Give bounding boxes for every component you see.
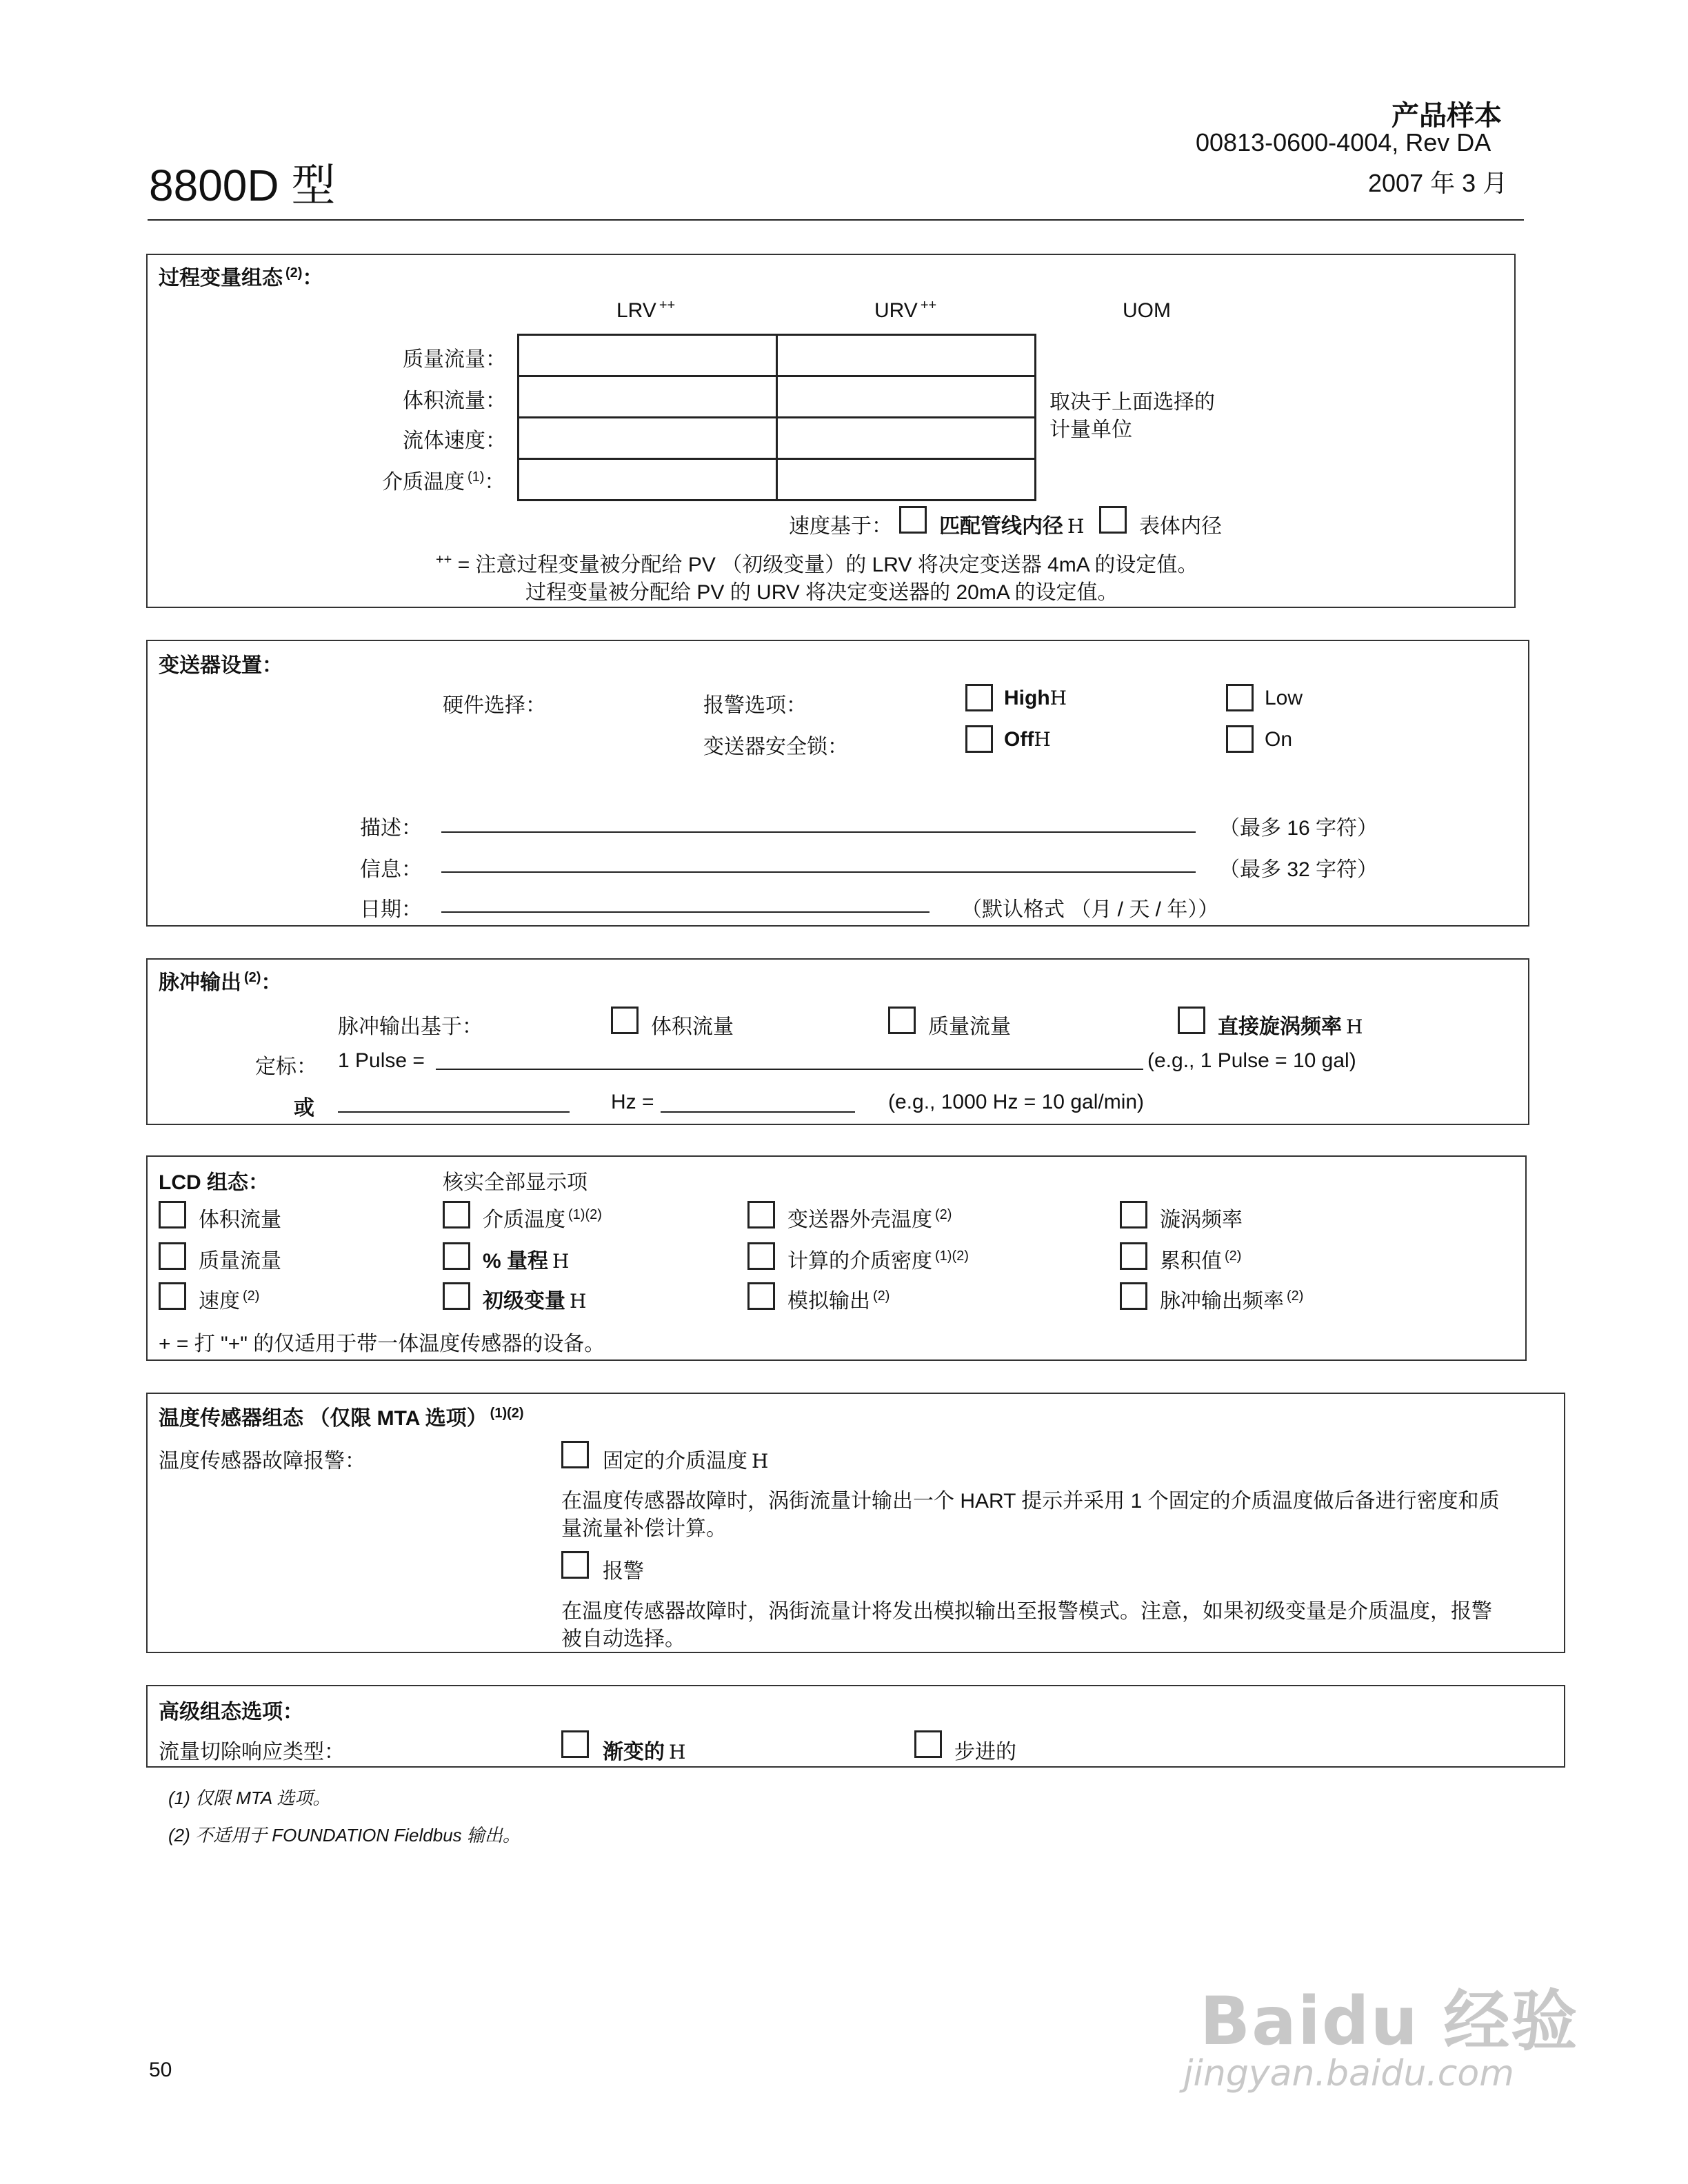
date-note: （默认格式 （月 / 天 / 年）） — [961, 898, 1219, 921]
lcd-option-checkbox[interactable] — [443, 1242, 470, 1270]
section-title: 过程变量组态 $^{(2)}$： — [159, 265, 323, 290]
process-variables-section — [146, 254, 1516, 608]
lcd-option-checkbox[interactable] — [159, 1242, 186, 1270]
pulse-vortex-freq-label: 直接旋涡频率 H — [1218, 1015, 1363, 1038]
velocity-basis-label: 速度基于： — [789, 515, 892, 538]
lcd-option-label: 模拟输出 $^{(2)}$ — [787, 1288, 890, 1313]
lcd-option-label: 速度 $^{(2)}$ — [199, 1288, 260, 1313]
lcd-note: + = 打 "+" 的仅适用于带一体温度传感器的设备。 — [159, 1333, 605, 1355]
row-label-volume-flow: 体积流量： — [403, 390, 506, 412]
message-note: （最多 32 字符） — [1219, 858, 1378, 881]
pulse-equals-label: 1 Pulse = — [338, 1049, 425, 1072]
lcd-option-label: 累积值 $^{(2)}$ — [1160, 1248, 1242, 1273]
process-temp-lrv-cell[interactable] — [519, 459, 777, 501]
matching-pipe-id-checkbox[interactable] — [899, 506, 927, 534]
descriptor-note: （最多 16 字符） — [1219, 817, 1378, 840]
default-mark: H — [669, 1741, 686, 1763]
security-lock-label: 变送器安全锁： — [703, 736, 848, 758]
lcd-configuration-section — [146, 1155, 1527, 1361]
lcd-option-label: 体积流量 — [199, 1209, 281, 1231]
hz-input-line[interactable] — [661, 1111, 855, 1113]
date-input-line[interactable] — [441, 911, 930, 913]
scaling-label: 定标： — [255, 1055, 317, 1078]
footnote-1: (1) 仅限 MTA 选项。 — [168, 1788, 331, 1808]
pulse-volume-flow-checkbox[interactable] — [611, 1007, 639, 1034]
lcd-option-checkbox[interactable] — [1120, 1282, 1147, 1310]
range-footnote-line2: 过程变量被分配给 PV 的 URV 将决定变送器的 20mA 的设定值。 — [525, 581, 1118, 604]
mass-flow-lrv-cell[interactable] — [519, 335, 777, 376]
lcd-option-checkbox[interactable] — [1120, 1242, 1147, 1270]
lcd-option-checkbox[interactable] — [747, 1201, 775, 1228]
lcd-option-label: 计算的介质密度 $^{(1)(2)}$ — [787, 1248, 969, 1273]
uom-note-line2: 计量单位 — [1049, 418, 1132, 441]
sensor-alarm-description-line1: 在温度传感器故障时，涡街流量计将发出模拟输出至报警模式。注意，如果初级变量是介质温度，报警 — [561, 1600, 1492, 1623]
lock-off-label: OffH — [1004, 728, 1051, 751]
default-mark: H — [752, 1450, 769, 1473]
frequency-flow-input-line[interactable] — [338, 1111, 570, 1113]
lock-on-checkbox[interactable] — [1226, 725, 1254, 753]
alarm-options-label: 报警选项： — [703, 694, 807, 717]
transmitter-settings-section — [146, 640, 1529, 927]
alarm-low-label: Low — [1265, 687, 1303, 709]
lock-on-label: On — [1265, 728, 1293, 751]
col-lrv-header: LRV ++ — [616, 298, 676, 322]
lcd-option-label: 脉冲输出频率 $^{(2)}$ — [1160, 1288, 1304, 1313]
mass-flow-urv-cell[interactable] — [777, 335, 1036, 376]
message-input-line[interactable] — [441, 871, 1196, 873]
stepped-checkbox[interactable] — [914, 1730, 942, 1758]
hz-example: (e.g., 1000 Hz = 10 gal/min) — [888, 1091, 1145, 1113]
pulse-scaling-input-line[interactable] — [436, 1069, 1143, 1070]
page-title: 8800D 型 — [149, 161, 336, 210]
pulse-mass-flow-checkbox[interactable] — [888, 1007, 916, 1034]
doc-date: 2007 年 3 月 — [1368, 169, 1508, 197]
default-mark: H — [1067, 515, 1085, 538]
alarm-low-checkbox[interactable] — [1226, 684, 1254, 711]
default-mark: H — [570, 1290, 587, 1313]
header-rule — [148, 219, 1524, 221]
flow-cutoff-label: 流量切除响应类型： — [159, 1741, 345, 1763]
body-id-label: 表体内径 — [1139, 515, 1222, 538]
alarm-high-label: HighH — [1004, 687, 1067, 709]
sensor-alarm-description-line2: 被自动选择。 — [561, 1628, 685, 1650]
range-footnote-line1: ++ = 注意过程变量被分配给 PV （初级变量）的 LRV 将决定变送器 4mA 的设定值。 — [436, 552, 1198, 576]
lock-off-checkbox[interactable] — [965, 725, 993, 753]
section-title: LCD 组态： — [159, 1171, 269, 1194]
pulse-output-section — [146, 958, 1529, 1125]
section-title: 温度传感器组态 （仅限 MTA 选项） $^{(1)(2)}$ — [159, 1406, 524, 1430]
fixed-temp-description-line1: 在温度传感器故障时，涡街流量计输出一个 HART 提示并采用 1 个固定的介质温度做后备进行密度和质 — [561, 1490, 1500, 1513]
pulse-based-on-label: 脉冲输出基于： — [338, 1015, 483, 1038]
temperature-sensor-section — [146, 1393, 1565, 1653]
default-mark: H — [1346, 1015, 1363, 1038]
hz-equals-label: Hz = — [611, 1091, 654, 1113]
row-label-process-temp: 介质温度 $^{(1)}$： — [382, 469, 505, 494]
descriptor-label: 描述： — [360, 817, 422, 840]
pulse-vortex-freq-checkbox[interactable] — [1178, 1007, 1205, 1034]
fixed-temp-label: 固定的介质温度 H — [603, 1450, 769, 1473]
date-label: 日期： — [360, 898, 422, 921]
process-temp-urv-cell[interactable] — [777, 459, 1036, 501]
lcd-option-label: % 量程 H — [483, 1250, 570, 1273]
section-title: 变送器设置： — [159, 654, 283, 677]
watermark-url: jingyan.baidu.com — [1183, 2053, 1514, 2094]
alarm-high-checkbox[interactable] — [965, 684, 993, 711]
stepped-label: 步进的 — [954, 1741, 1016, 1763]
lcd-option-label: 质量流量 — [199, 1250, 281, 1273]
ramped-label: 渐变的 H — [603, 1741, 686, 1763]
section-title: 脉冲输出 $^{(2)}$： — [159, 970, 282, 994]
lcd-option-checkbox[interactable] — [443, 1282, 470, 1310]
fixed-temp-description-line2: 量流量补偿计算。 — [561, 1517, 727, 1540]
page-number: 50 — [149, 2059, 172, 2081]
sensor-fault-alarm-label: 温度传感器故障报警： — [159, 1450, 365, 1473]
doc-number: 00813-0600-4004, Rev DA — [1196, 128, 1491, 156]
fixed-temp-checkbox[interactable] — [561, 1441, 589, 1468]
default-mark: H — [552, 1250, 570, 1273]
lcd-option-checkbox[interactable] — [747, 1282, 775, 1310]
matching-pipe-id-label: 匹配管线内径 H — [939, 515, 1085, 538]
uom-note-line1: 取决于上面选择的 — [1049, 391, 1215, 414]
advanced-config-section — [146, 1685, 1565, 1768]
lcd-option-checkbox[interactable] — [159, 1282, 186, 1310]
descriptor-input-line[interactable] — [441, 831, 1196, 833]
watermark-logo: Baidu 经验 — [1200, 1983, 1579, 2060]
pulse-volume-flow-label: 体积流量 — [651, 1015, 734, 1038]
velocity-urv-cell[interactable] — [777, 418, 1036, 459]
pulse-mass-flow-label: 质量流量 — [928, 1015, 1011, 1038]
doc-type: 产品样本 — [1391, 101, 1502, 131]
volume-flow-urv-cell[interactable] — [777, 376, 1036, 418]
lcd-option-label: 漩涡频率 — [1160, 1209, 1243, 1231]
hardware-selection-label: 硬件选择： — [443, 694, 546, 717]
lcd-option-checkbox[interactable] — [747, 1242, 775, 1270]
default-mark: H — [1034, 728, 1051, 751]
sensor-alarm-label: 报警 — [603, 1560, 644, 1583]
or-label: 或 — [294, 1097, 314, 1120]
row-label-velocity: 流体速度： — [403, 429, 506, 452]
volume-flow-lrv-cell[interactable] — [519, 376, 777, 418]
default-mark: H — [1049, 687, 1067, 709]
col-urv-header: URV ++ — [874, 298, 937, 322]
range-value-grid — [517, 334, 1036, 501]
col-uom-header: UOM — [1123, 299, 1171, 322]
pulse-example: (e.g., 1 Pulse = 10 gal) — [1147, 1049, 1356, 1072]
footnote-2: (2) 不适用于 FOUNDATION Fieldbus 输出。 — [168, 1825, 521, 1846]
sensor-alarm-checkbox[interactable] — [561, 1551, 589, 1579]
velocity-lrv-cell[interactable] — [519, 418, 777, 459]
message-label: 信息： — [360, 858, 422, 881]
section-title: 高级组态选项： — [159, 1701, 303, 1723]
lcd-option-checkbox[interactable] — [1120, 1201, 1147, 1228]
body-id-checkbox[interactable] — [1099, 506, 1127, 534]
verify-items-label: 核实全部显示项 — [443, 1171, 587, 1194]
ramped-checkbox[interactable] — [561, 1730, 589, 1758]
lcd-option-label: 变送器外壳温度 $^{(2)}$ — [787, 1207, 952, 1231]
lcd-option-label: 初级变量 H — [483, 1290, 587, 1313]
lcd-option-checkbox[interactable] — [159, 1201, 186, 1228]
lcd-option-label: 介质温度 $^{(1)(2)}$ — [483, 1207, 602, 1231]
lcd-option-checkbox[interactable] — [443, 1201, 470, 1228]
row-label-mass-flow: 质量流量： — [403, 348, 506, 371]
